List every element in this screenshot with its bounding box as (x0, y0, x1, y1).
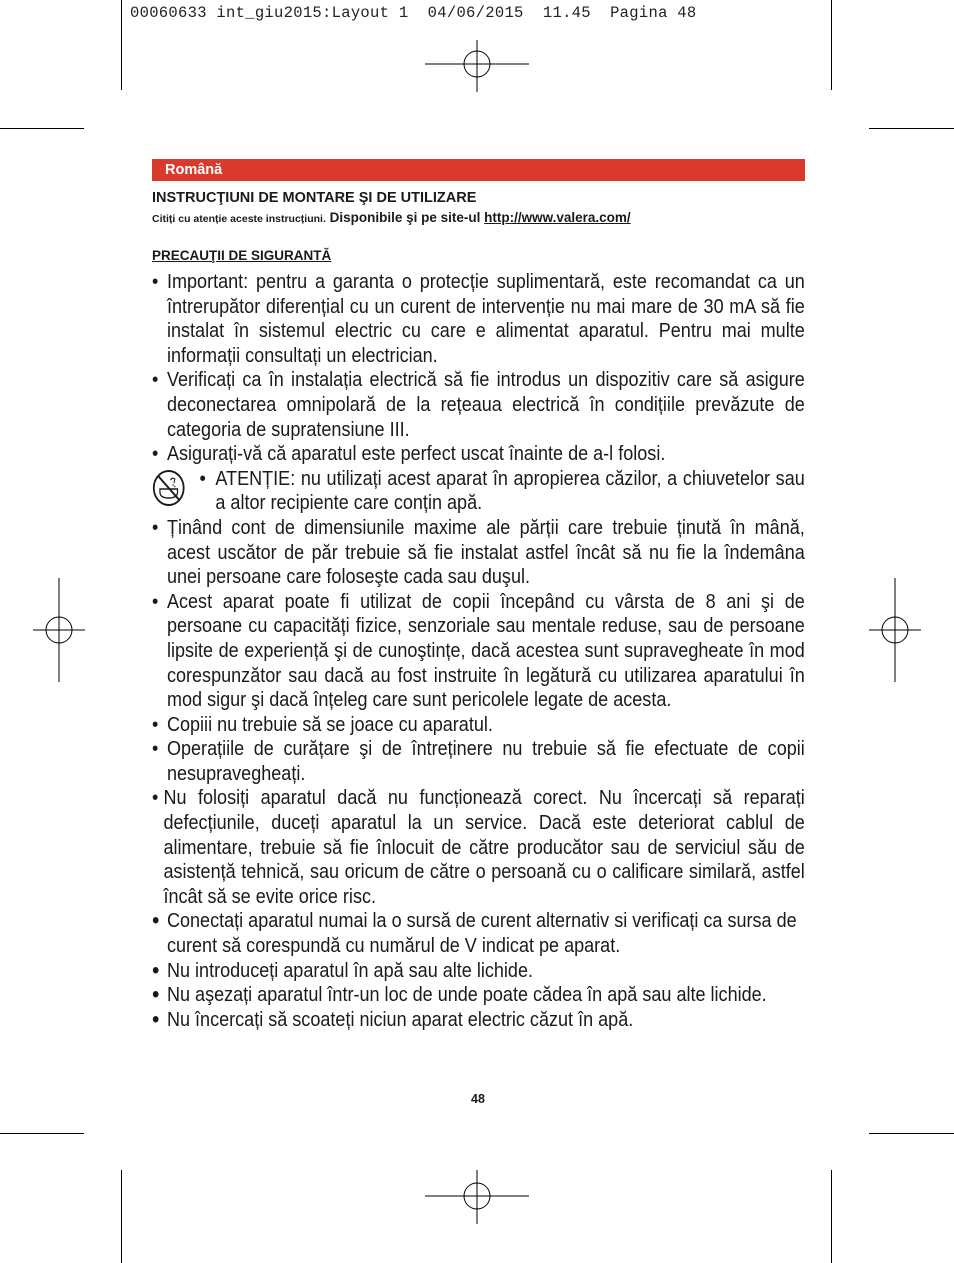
registration-mark-bottom (425, 1170, 529, 1224)
safety-list (152, 270, 805, 1032)
language-bar: Română (152, 159, 805, 181)
list-item (152, 467, 805, 516)
section-title: PRECAUŢII DE SIGURANTĂ (152, 248, 332, 263)
bullet: • (152, 786, 159, 810)
list-item (152, 786, 805, 909)
list-item-text: Nu introduceți aparatul în apă sau alte lichide. (166, 958, 534, 982)
crop-mark (121, 0, 122, 90)
crop-mark (0, 1133, 84, 1134)
bullet: • (152, 270, 159, 293)
no-bath-warning-icon (152, 469, 185, 507)
list-item (152, 516, 805, 590)
bullet: • (152, 737, 159, 761)
list-item-text: Acest aparat poate fi utilizat de copii începând cu vârsta de 8 ani şi de persoane cu capacități fizice, senzoriale sau mentale reduse, sau de persoane lipsite de experiență şi de cunoştințe, dacă acestea sunt supravegheate în mod corespunzător sau dacă au fost instruite în legătură cu utilizarea aparatului în mod sigur şi dacă înțeleg care sunt pericolele legate de acesta. (166, 589, 805, 712)
list-item-text: Operațiile de curățare şi de întreținere nu trebuie să fie efectuate de copii nesupravegheați. (166, 737, 805, 785)
document-note (152, 209, 631, 227)
bullet: • (152, 589, 159, 613)
bullet: • (152, 442, 159, 466)
list-item-text: Conectați aparatul numai la o sursă de curent alternativ si verificați ca sursa de curent să corespundă cu numărul de V indicat pe aparat. (166, 909, 797, 958)
bullet: • (152, 1005, 160, 1033)
crop-mark (869, 1133, 954, 1134)
crop-mark (869, 128, 954, 129)
list-item (152, 270, 805, 368)
bullet: • (152, 368, 159, 392)
list-item-text: Verificați ca în instalația electrică să fie introdus un dispozitiv care să asigure deconectarea omnipolară de la rețeaua electrică în condițiile prevăzute de categoria de supratensiune III. (166, 368, 805, 441)
list-item (152, 713, 805, 738)
list-item-text: Copiii nu trebuie să se joace cu aparatul. (166, 712, 493, 736)
list-item (152, 590, 805, 713)
list-item (152, 737, 805, 786)
bullet: • (152, 515, 159, 539)
list-item-text: Ținând cont de dimensiunile maxime ale părții care trebuie ținută în mână, acest uscător de păr trebuie să fie instalat astfel încât să nu fie la îndemâna unei persoane care foloseşte cada sau duşul. (166, 515, 805, 589)
website-link[interactable]: http://www.valera.com/ (484, 210, 631, 225)
list-item (152, 909, 805, 958)
crop-mark (831, 1170, 832, 1263)
list-item-text: ATENȚIE: nu utilizați acest aparat în apropierea căzilor, a chiuvetelor sau a altor recipiente care conțin apă. (215, 466, 805, 515)
print-slug: 00060633 int_giu2015:Layout 1 04/06/2015 11.45 Pagina 48 (130, 4, 697, 22)
list-item (152, 442, 805, 467)
registration-mark-left (33, 578, 85, 682)
crop-mark (831, 0, 832, 90)
list-item-text: Nu încercați să scoateți niciun aparat electric căzut în apă. (166, 1007, 634, 1031)
list-item-text: Important: pentru a garanta o protecție suplimentară, este recomandat ca un întrerupător diferențial cu un curent de intervenție nu mai mare de 30 mA să fie instalat în sistemul electric cu care e alimentat aparatul. Pentru mai multe informații consultați un electrician. (166, 270, 805, 367)
bullet: • (199, 466, 206, 490)
availability-note: Disponibile şi pe site-ul (325, 210, 485, 225)
list-item-text: Nu aşezați aparatul într-un loc de unde poate cădea în apă sau alte lichide. (166, 983, 767, 1007)
crop-mark (121, 1170, 122, 1263)
list-item (152, 1005, 805, 1033)
read-instructions-note: Citiți cu atenție aceste instrucțiuni. (152, 213, 326, 225)
document-title: INSTRUCŢIUNI DE MONTARE ŞI DE UTILIZARE (152, 190, 477, 206)
bullet: • (152, 712, 159, 736)
bullet: • (152, 956, 160, 984)
crop-mark (0, 128, 84, 129)
list-item-text: Asigurați-vă că aparatul este perfect uscat înainte de a-l folosi. (166, 442, 666, 466)
page-number: 48 (471, 1092, 485, 1106)
registration-mark-top (425, 40, 529, 92)
list-item (152, 956, 805, 984)
bullet: • (152, 907, 160, 935)
list-item-text: Nu folosiți aparatul dacă nu funcționează corect. Nu încercați să reparați defecțiunile, duceți aparatul la un service. Dacă este deteriorat cablul de alimentare, trebuie să fie înlocuit de către producător sau de serviciul său de asistență tehnică, sau oricum de către o persoană cu o calificare similară, astfel încât să se evite orice risc. (163, 786, 805, 908)
list-item (152, 983, 805, 1008)
bullet: • (152, 981, 160, 1009)
registration-mark-right (869, 578, 921, 682)
list-item (152, 368, 805, 442)
